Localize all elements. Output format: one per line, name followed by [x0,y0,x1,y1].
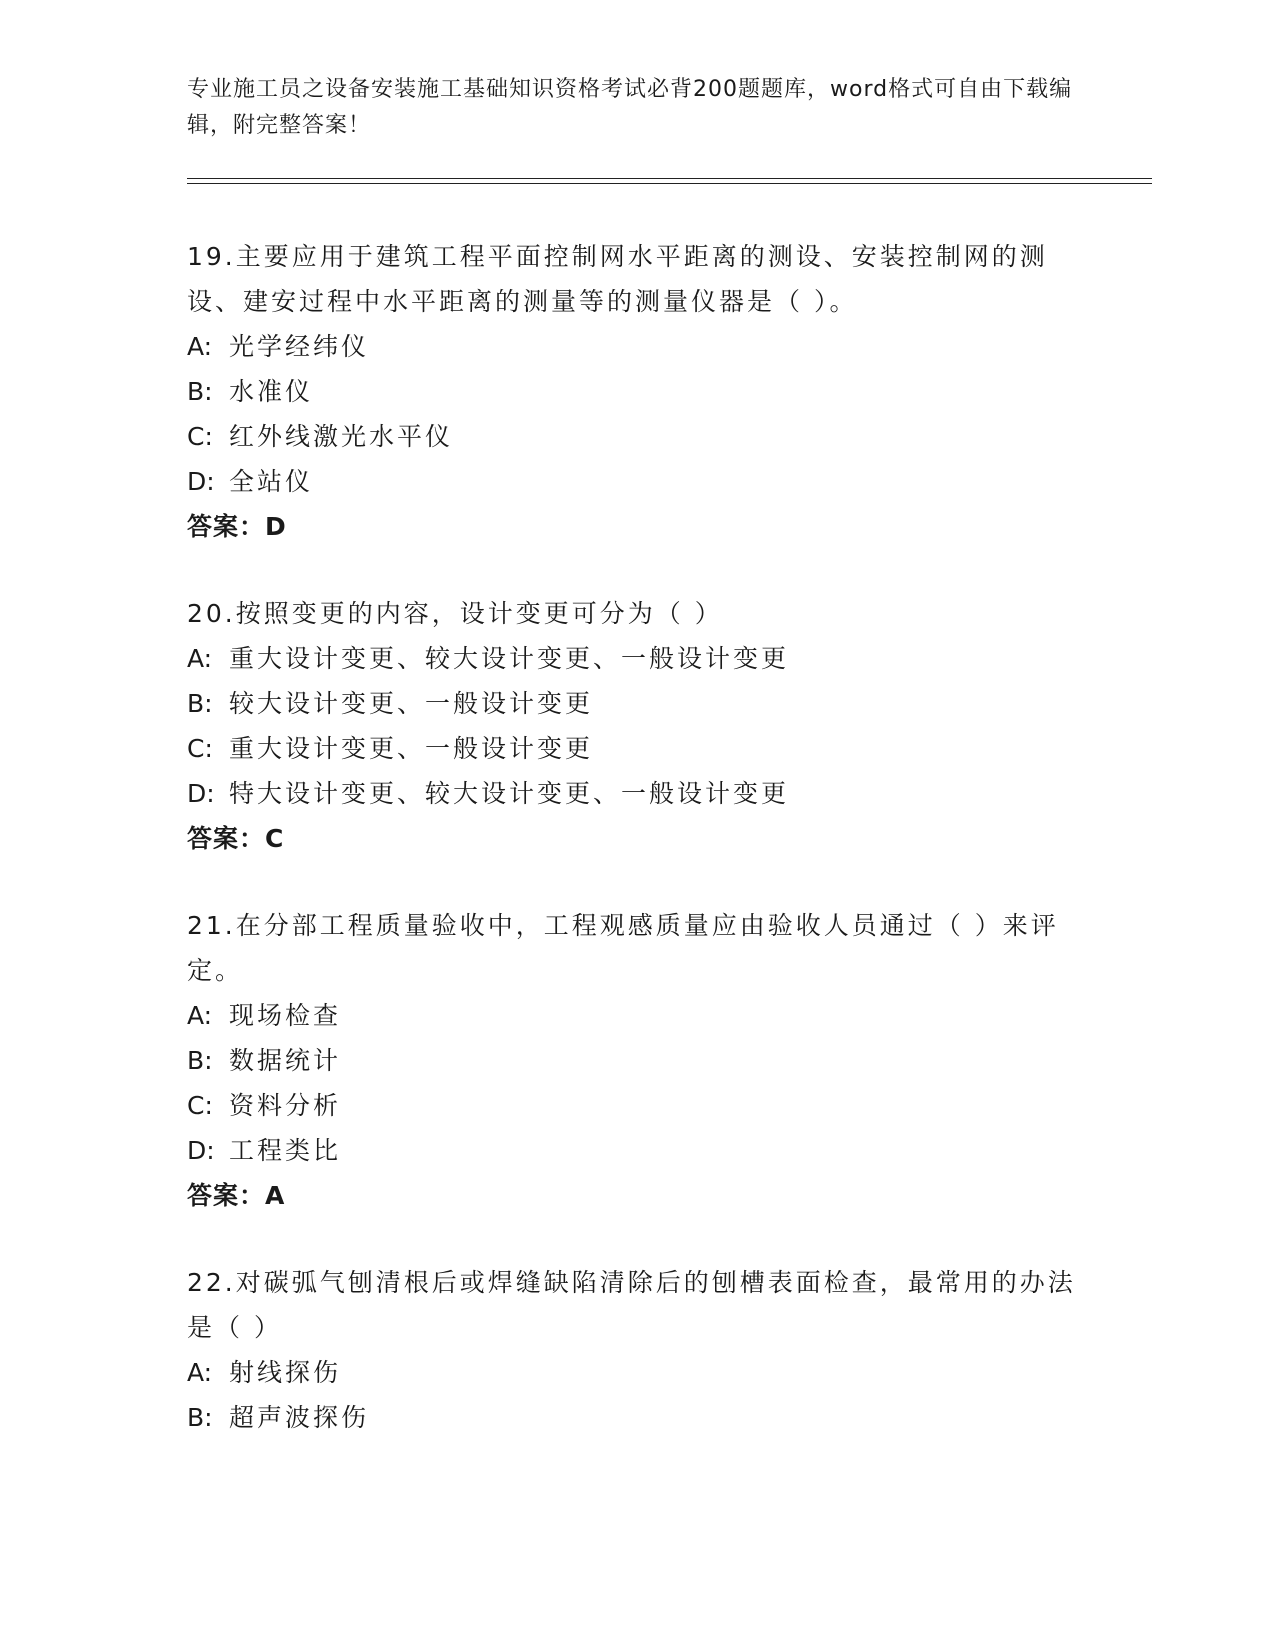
question-stem: 21.在分部工程质量验收中，工程观感质量应由验收人员通过（ ）来评定。 [187,911,1059,985]
question-19 [187,234,1087,549]
option-key: C: [187,1091,213,1120]
answer-line: 答案：D [187,512,287,541]
option-c [187,414,1087,459]
option-key: A: [187,332,213,361]
option-text: 射线探伤 [229,1358,342,1387]
option-text: 资料分析 [229,1091,342,1120]
option-a [187,324,1087,369]
question-stem: 19.主要应用于建筑工程平面控制网水平距离的测设、安装控制网的测设、建安过程中水平距离的测量等的测量仪器是（ ）。 [187,242,1048,316]
option-text: 光学经纬仪 [229,332,370,361]
option-text: 水准仪 [229,377,314,406]
document-header: 专业施工员之设备安装施工基础知识资格考试必背200题题库，word格式可自由下载编辑，附完整答案！ [187,77,1073,138]
option-key: C: [187,422,213,451]
option-b [187,1038,1087,1083]
option-key: A: [187,1001,213,1030]
question-stem: 22.对碳弧气刨清根后或焊缝缺陷清除后的刨槽表面检查，最常用的办法是（ ） [187,1268,1076,1342]
option-b [187,369,1087,414]
option-key: A: [187,1358,213,1387]
option-d [187,771,1087,816]
option-c [187,726,1087,771]
option-key: B: [187,1403,213,1432]
option-key: B: [187,377,213,406]
question-21 [187,903,1087,1218]
option-a [187,993,1087,1038]
question-20 [187,591,1087,861]
option-key: B: [187,1046,213,1075]
option-text: 较大设计变更、一般设计变更 [229,689,594,718]
option-text: 现场检查 [229,1001,342,1030]
option-b [187,681,1087,726]
option-text: 重大设计变更、一般设计变更 [229,734,594,763]
header-divider-bottom [187,183,1152,184]
question-list [187,234,1087,1482]
option-text: 数据统计 [229,1046,342,1075]
option-text: 红外线激光水平仪 [229,422,454,451]
option-a [187,1350,1087,1395]
option-key: D: [187,779,215,808]
option-key: D: [187,467,215,496]
question-22 [187,1260,1087,1440]
option-d [187,1128,1087,1173]
option-b [187,1395,1087,1440]
header-divider-top [187,178,1152,179]
option-key: B: [187,689,213,718]
option-text: 重大设计变更、较大设计变更、一般设计变更 [229,644,790,673]
option-d [187,459,1087,504]
question-stem: 20.按照变更的内容，设计变更可分为（ ） [187,599,723,628]
option-a [187,636,1087,681]
option-text: 全站仪 [229,467,314,496]
option-key: A: [187,644,213,673]
option-key: C: [187,734,213,763]
option-text: 特大设计变更、较大设计变更、一般设计变更 [229,779,790,808]
option-text: 工程类比 [229,1136,342,1165]
answer-line: 答案：A [187,1181,286,1210]
option-text: 超声波探伤 [229,1403,370,1432]
option-key: D: [187,1136,215,1165]
option-c [187,1083,1087,1128]
answer-line: 答案：C [187,824,285,853]
